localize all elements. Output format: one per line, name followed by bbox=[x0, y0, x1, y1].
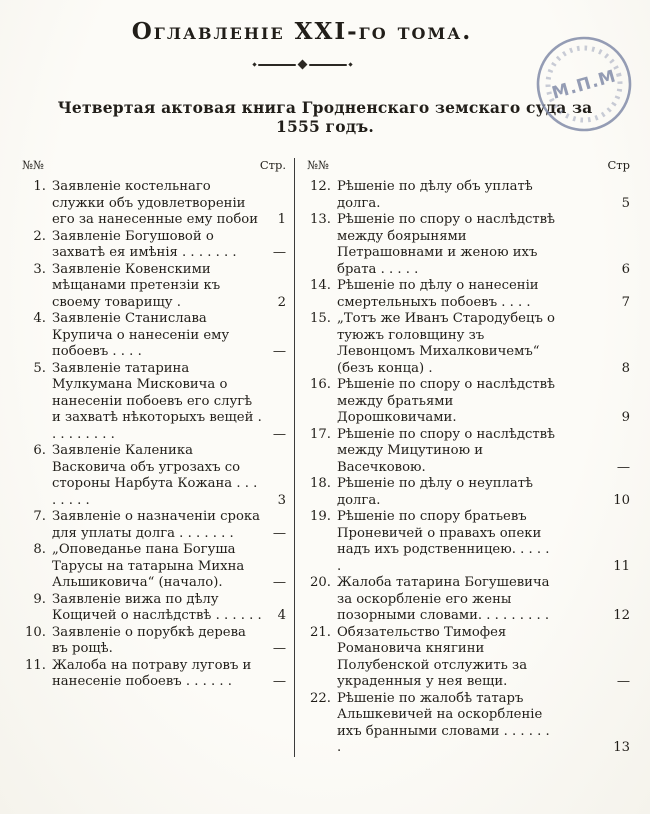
entry-title: Заявленіе Ковенскими мѣщанами претензіи къ своему товарищу . bbox=[52, 261, 221, 310]
entry-page-number: — bbox=[272, 575, 286, 590]
entry-page-number: 7 bbox=[621, 294, 630, 310]
entry-title: Обязательство Тимофея Романовича княгини Полубенской отслужить за украденныя у нея вещи. bbox=[337, 624, 528, 689]
entry-page-number: 1 bbox=[277, 212, 286, 227]
entry-page-number: — bbox=[272, 674, 286, 689]
entry-title: Заявленіе о назначеніи срока для уплаты долга . . . . . . . bbox=[52, 509, 261, 541]
toc-entry bbox=[307, 427, 630, 477]
entry-title: Рѣшеніе по спору о наслѣдствѣ между боярынями Петрашовнами и женою ихъ брата . . . . . bbox=[337, 212, 555, 277]
entry-page-number: 11 bbox=[613, 558, 630, 574]
entry-number: 15. bbox=[310, 311, 331, 326]
entry-title: Заявленіе о порубкѣ дерева въ рощѣ. bbox=[52, 624, 246, 656]
entry-number: 5. bbox=[33, 360, 46, 376]
toc-entry bbox=[307, 278, 630, 311]
toc-entries-right bbox=[307, 179, 630, 757]
ornament-bead bbox=[252, 62, 256, 66]
entry-title: Рѣшеніе по дѣлу о нанесеніи смертельныхъ побоевъ . . . . bbox=[337, 278, 539, 310]
toc-entry bbox=[307, 311, 630, 377]
table-of-contents bbox=[22, 158, 630, 757]
entry-number: 10. bbox=[25, 624, 46, 640]
entry-page-number: — bbox=[272, 426, 286, 442]
entry-number: 4. bbox=[33, 311, 46, 326]
entry-page-number: — bbox=[272, 641, 286, 656]
toc-entry bbox=[307, 509, 630, 575]
entry-page-number: — bbox=[272, 344, 286, 359]
toc-entry bbox=[22, 542, 286, 592]
entry-number: 14. bbox=[310, 278, 331, 293]
entry-number: 21. bbox=[310, 624, 331, 640]
entry-title: Заявленіе Каленика Васковича объ угрозахъ со стороны Нарбута Кожана . . . . . . . . bbox=[52, 443, 258, 508]
page-column-header: Стр bbox=[607, 158, 630, 172]
toc-column-left bbox=[22, 158, 294, 757]
stamp-text: М.П.М bbox=[549, 66, 619, 104]
toc-entry bbox=[22, 443, 286, 509]
entry-number: 17. bbox=[310, 426, 331, 442]
entry-number: 20. bbox=[310, 575, 331, 590]
entry-page-number: 6 bbox=[621, 261, 630, 277]
toc-entries-left bbox=[22, 179, 286, 691]
entry-title: Рѣшеніе по дѣлу объ уплатѣ долга. bbox=[337, 179, 533, 211]
toc-entry bbox=[307, 377, 630, 427]
entry-page-number: 13 bbox=[613, 740, 630, 755]
ornament-bead bbox=[348, 62, 352, 66]
entry-page-number: 4 bbox=[277, 608, 286, 623]
number-column-header: №№ bbox=[22, 158, 44, 172]
toc-entry bbox=[307, 212, 630, 278]
ornament-line bbox=[258, 64, 296, 66]
number-column-header: №№ bbox=[307, 158, 329, 172]
toc-column-right-header bbox=[307, 158, 630, 172]
toc-entry bbox=[307, 179, 630, 212]
entry-title: Рѣшеніе по дѣлу о неуплатѣ долга. bbox=[337, 476, 533, 508]
ornament-diamond bbox=[297, 60, 307, 70]
ornament-line bbox=[309, 64, 347, 66]
entry-title: Рѣшеніе по жалобѣ татаръ Альшкевичей на оскорбленіе ихъ бранными словами . . . . . . . bbox=[337, 690, 550, 755]
entry-page-number: 2 bbox=[277, 294, 286, 310]
entry-page-number: — bbox=[272, 245, 286, 260]
toc-entry bbox=[22, 592, 286, 625]
entry-number: 6. bbox=[33, 443, 46, 458]
entry-number: 1. bbox=[33, 179, 46, 194]
entry-title: Рѣшеніе по спору о наслѣдствѣ между Мицутиною и Васечковою. bbox=[337, 426, 555, 475]
entry-page-number: 12 bbox=[613, 608, 630, 623]
book-subtitle: Четвертая актовая книга Гродненскаго земскаго суда за 1555 годъ. bbox=[57, 98, 593, 136]
toc-entry bbox=[22, 658, 286, 691]
entry-number: 9. bbox=[33, 591, 46, 607]
entry-number: 11. bbox=[25, 657, 46, 673]
toc-entry bbox=[307, 625, 630, 691]
toc-entry bbox=[22, 179, 286, 229]
entry-title: Жалоба татарина Богушевича за оскорбленіе его жены позорными словами. . . . . . . . . bbox=[337, 575, 550, 623]
toc-column-right bbox=[294, 158, 630, 757]
toc-entry bbox=[22, 311, 286, 361]
entry-page-number: 10 bbox=[613, 492, 630, 508]
toc-entry bbox=[22, 625, 286, 658]
entry-title: Заявленіе Станислава Крупича о нанесеніи ему побоевъ . . . . bbox=[52, 311, 230, 359]
entry-number: 22. bbox=[310, 690, 331, 706]
entry-number: 16. bbox=[310, 377, 331, 392]
entry-title: Заявленіе татарина Мулкумана Мисковича о нанесеніи побоевъ его слугѣ и захватѣ нѣкоторыхъ вещей . . . . . . . . . bbox=[52, 360, 262, 442]
entry-page-number: 5 bbox=[621, 195, 630, 211]
toc-entry bbox=[22, 509, 286, 542]
toc-column-left-header bbox=[22, 158, 286, 172]
entry-number: 13. bbox=[310, 212, 331, 227]
entry-title: Заявленіе костельнаго служки объ удовлетвореніи его за нанесенные ему побои bbox=[52, 179, 259, 227]
entry-page-number: — bbox=[616, 459, 630, 475]
entry-number: 3. bbox=[33, 261, 46, 277]
toc-entry bbox=[22, 229, 286, 262]
toc-entry bbox=[22, 361, 286, 444]
entry-number: 7. bbox=[33, 509, 46, 524]
entry-page-number: 3 bbox=[277, 492, 286, 508]
entry-title: Рѣшеніе по спору братьевъ Проневичей о правахъ опеки надъ ихъ родственницею. . . . . . bbox=[337, 509, 550, 574]
entry-number: 8. bbox=[33, 542, 46, 557]
toc-entry bbox=[307, 476, 630, 509]
entry-number: 2. bbox=[33, 228, 46, 244]
page-column-header: Стр. bbox=[259, 158, 286, 172]
toc-entry bbox=[307, 691, 630, 757]
toc-entry bbox=[22, 262, 286, 312]
page-title: Оглавленіе XXI-го тома. bbox=[131, 18, 473, 45]
entry-number: 12. bbox=[310, 179, 331, 194]
entry-page-number: 8 bbox=[621, 360, 630, 376]
entry-number: 18. bbox=[310, 476, 331, 491]
entry-page-number: — bbox=[272, 525, 286, 541]
entry-title: „Оповеданье пана Богуша Тарусы на татарына Михна Альшиковича“ (начало). bbox=[52, 542, 245, 590]
entry-page-number: — bbox=[616, 674, 630, 689]
entry-title: Заявленіе вижа по дѣлу Кощичей о наслѣдствѣ . . . . . . bbox=[52, 591, 262, 623]
ornament-divider bbox=[237, 61, 413, 68]
entry-number: 19. bbox=[310, 509, 331, 524]
entry-page-number: 9 bbox=[621, 410, 630, 425]
toc-entry bbox=[307, 575, 630, 625]
entry-title: „Тотъ же Иванъ Стародубецъ о туюжъ головщину зъ Левонцомъ Михалковичемъ“ (безъ конца) . bbox=[337, 311, 555, 376]
entry-title: Рѣшеніе по спору о наслѣдствѣ между братьями Дорошковичами. bbox=[337, 377, 555, 425]
entry-title: Заявленіе Богушовой о захватѣ ея имѣнія . . . . . . . bbox=[52, 228, 237, 260]
entry-title: Жалоба на потраву луговъ и нанесеніе побоевъ . . . . . . bbox=[52, 657, 252, 689]
